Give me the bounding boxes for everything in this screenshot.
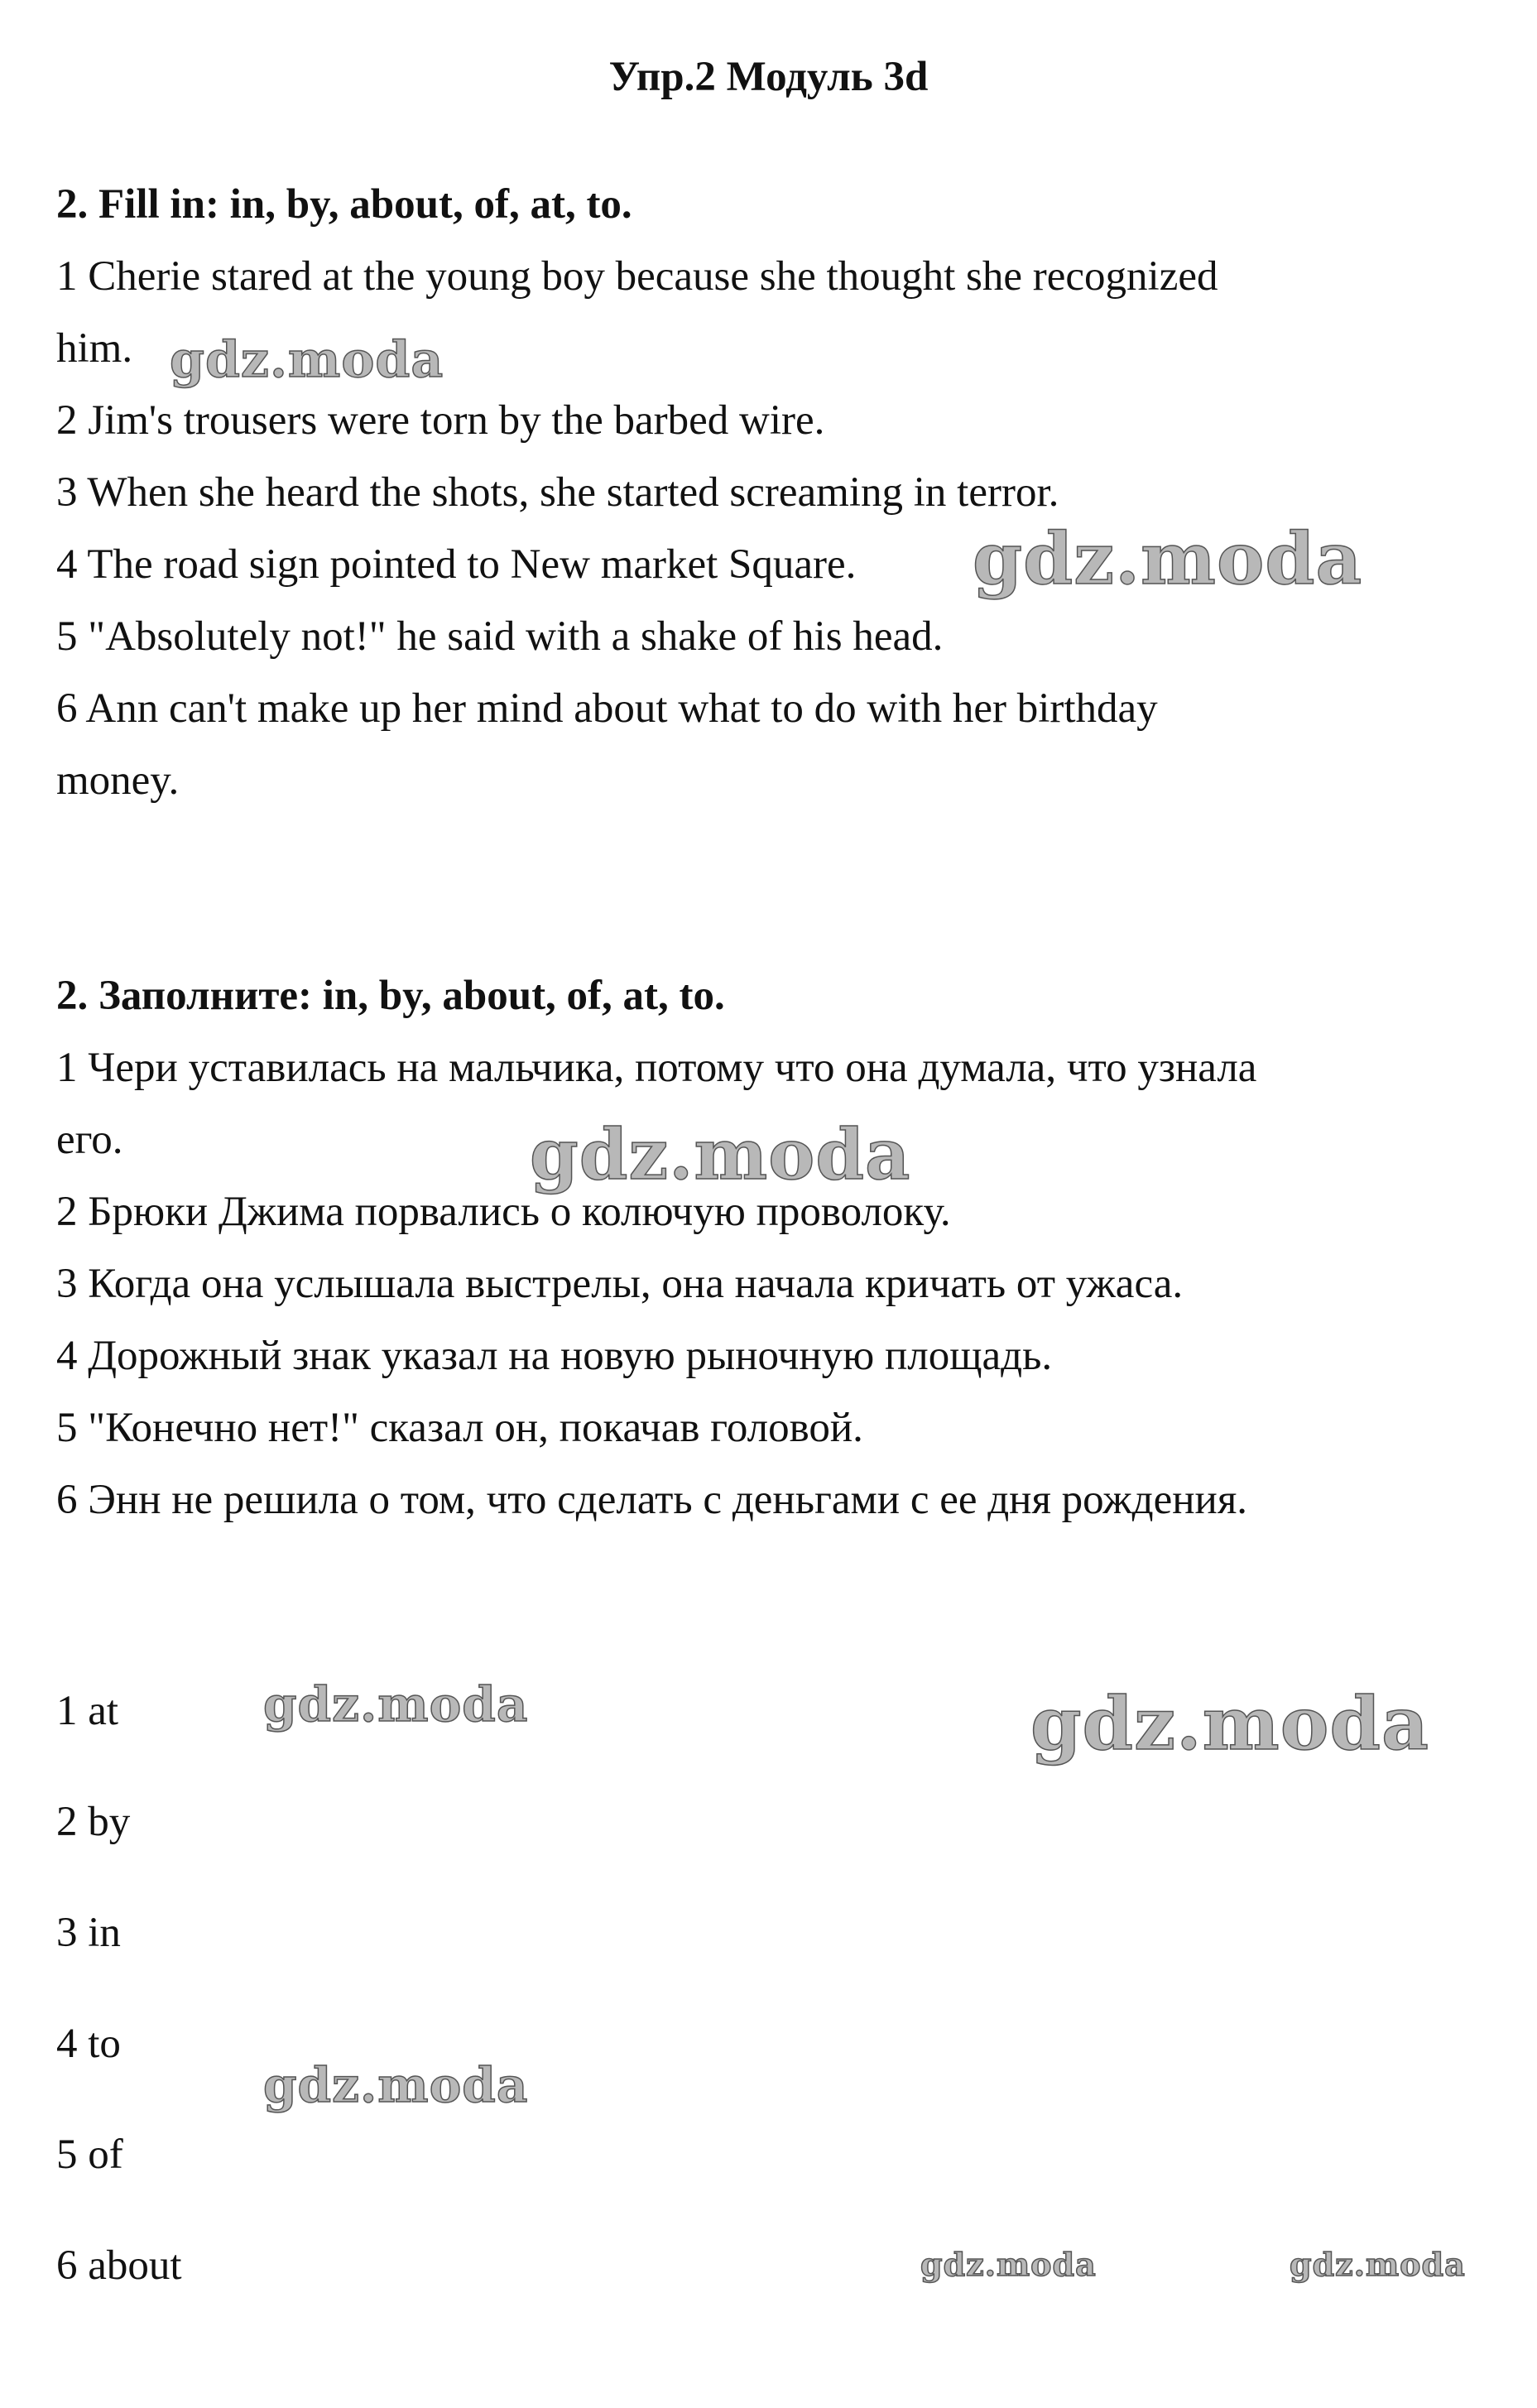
answer-item: 2 by [56, 1799, 131, 1845]
watermark: gdz.moda [263, 1676, 529, 1733]
english-line: 3 When she heard the shots, she started screaming in terror. [56, 469, 1059, 516]
english-line: 6 Ann can't make up her mind about what to do with her birthday [56, 685, 1158, 732]
russian-line: 2 Брюки Джима порвались о колючую проволоку. [56, 1189, 951, 1235]
russian-line: 1 Чери уставилась на мальчика, потому что она думала, что узнала [56, 1045, 1257, 1091]
english-exercise [56, 169, 1496, 817]
watermark: gdz.moda [973, 517, 1363, 601]
english-line: money. [56, 757, 180, 804]
answer-item: 4 to [56, 2021, 121, 2067]
english-line: 2 Jim's trousers were torn by the barbed wire. [56, 397, 825, 444]
answer-item: 1 at [56, 1688, 119, 1734]
answer-item: 3 in [56, 1910, 121, 1956]
answer-list [56, 1686, 182, 2352]
russian-line: 3 Когда она услышала выстрелы, она начала кричать от ужаса. [56, 1261, 1184, 1307]
russian-line: 6 Энн не решила о том, что сделать с деньгами с ее дня рождения. [56, 1477, 1248, 1523]
english-line: 5 "Absolutely not!" he said with a shake of his head. [56, 613, 944, 660]
watermark: gdz.moda [170, 331, 444, 389]
watermark: gdz.moda [920, 2246, 1097, 2283]
russian-exercise [56, 960, 1496, 1536]
english-line: 4 The road sign pointed to New market Square. [56, 541, 857, 588]
english-line: 1 Cherie stared at the young boy because she thought she recognized [56, 253, 1218, 300]
russian-line: 5 "Конечно нет!" сказал он, покачав головой. [56, 1405, 863, 1451]
english-heading: 2. Fill in: in, by, about, of, at, to. [56, 181, 632, 228]
watermark: gdz.moda [1030, 1680, 1430, 1766]
watermark: gdz.moda [530, 1113, 911, 1195]
answer-item: 5 of [56, 2132, 123, 2178]
watermark: gdz.moda [1290, 2246, 1466, 2283]
russian-line: 4 Дорожный знак указал на новую рыночную площадь. [56, 1333, 1053, 1379]
page-title: Упр.2 Модуль 3d [608, 54, 929, 100]
russian-line: его. [56, 1117, 123, 1163]
answer-item: 6 about [56, 2242, 182, 2289]
russian-heading: 2. Заполните: in, by, about, of, at, to. [56, 973, 725, 1019]
watermark: gdz.moda [263, 2057, 529, 2113]
english-line: him. [56, 325, 133, 372]
